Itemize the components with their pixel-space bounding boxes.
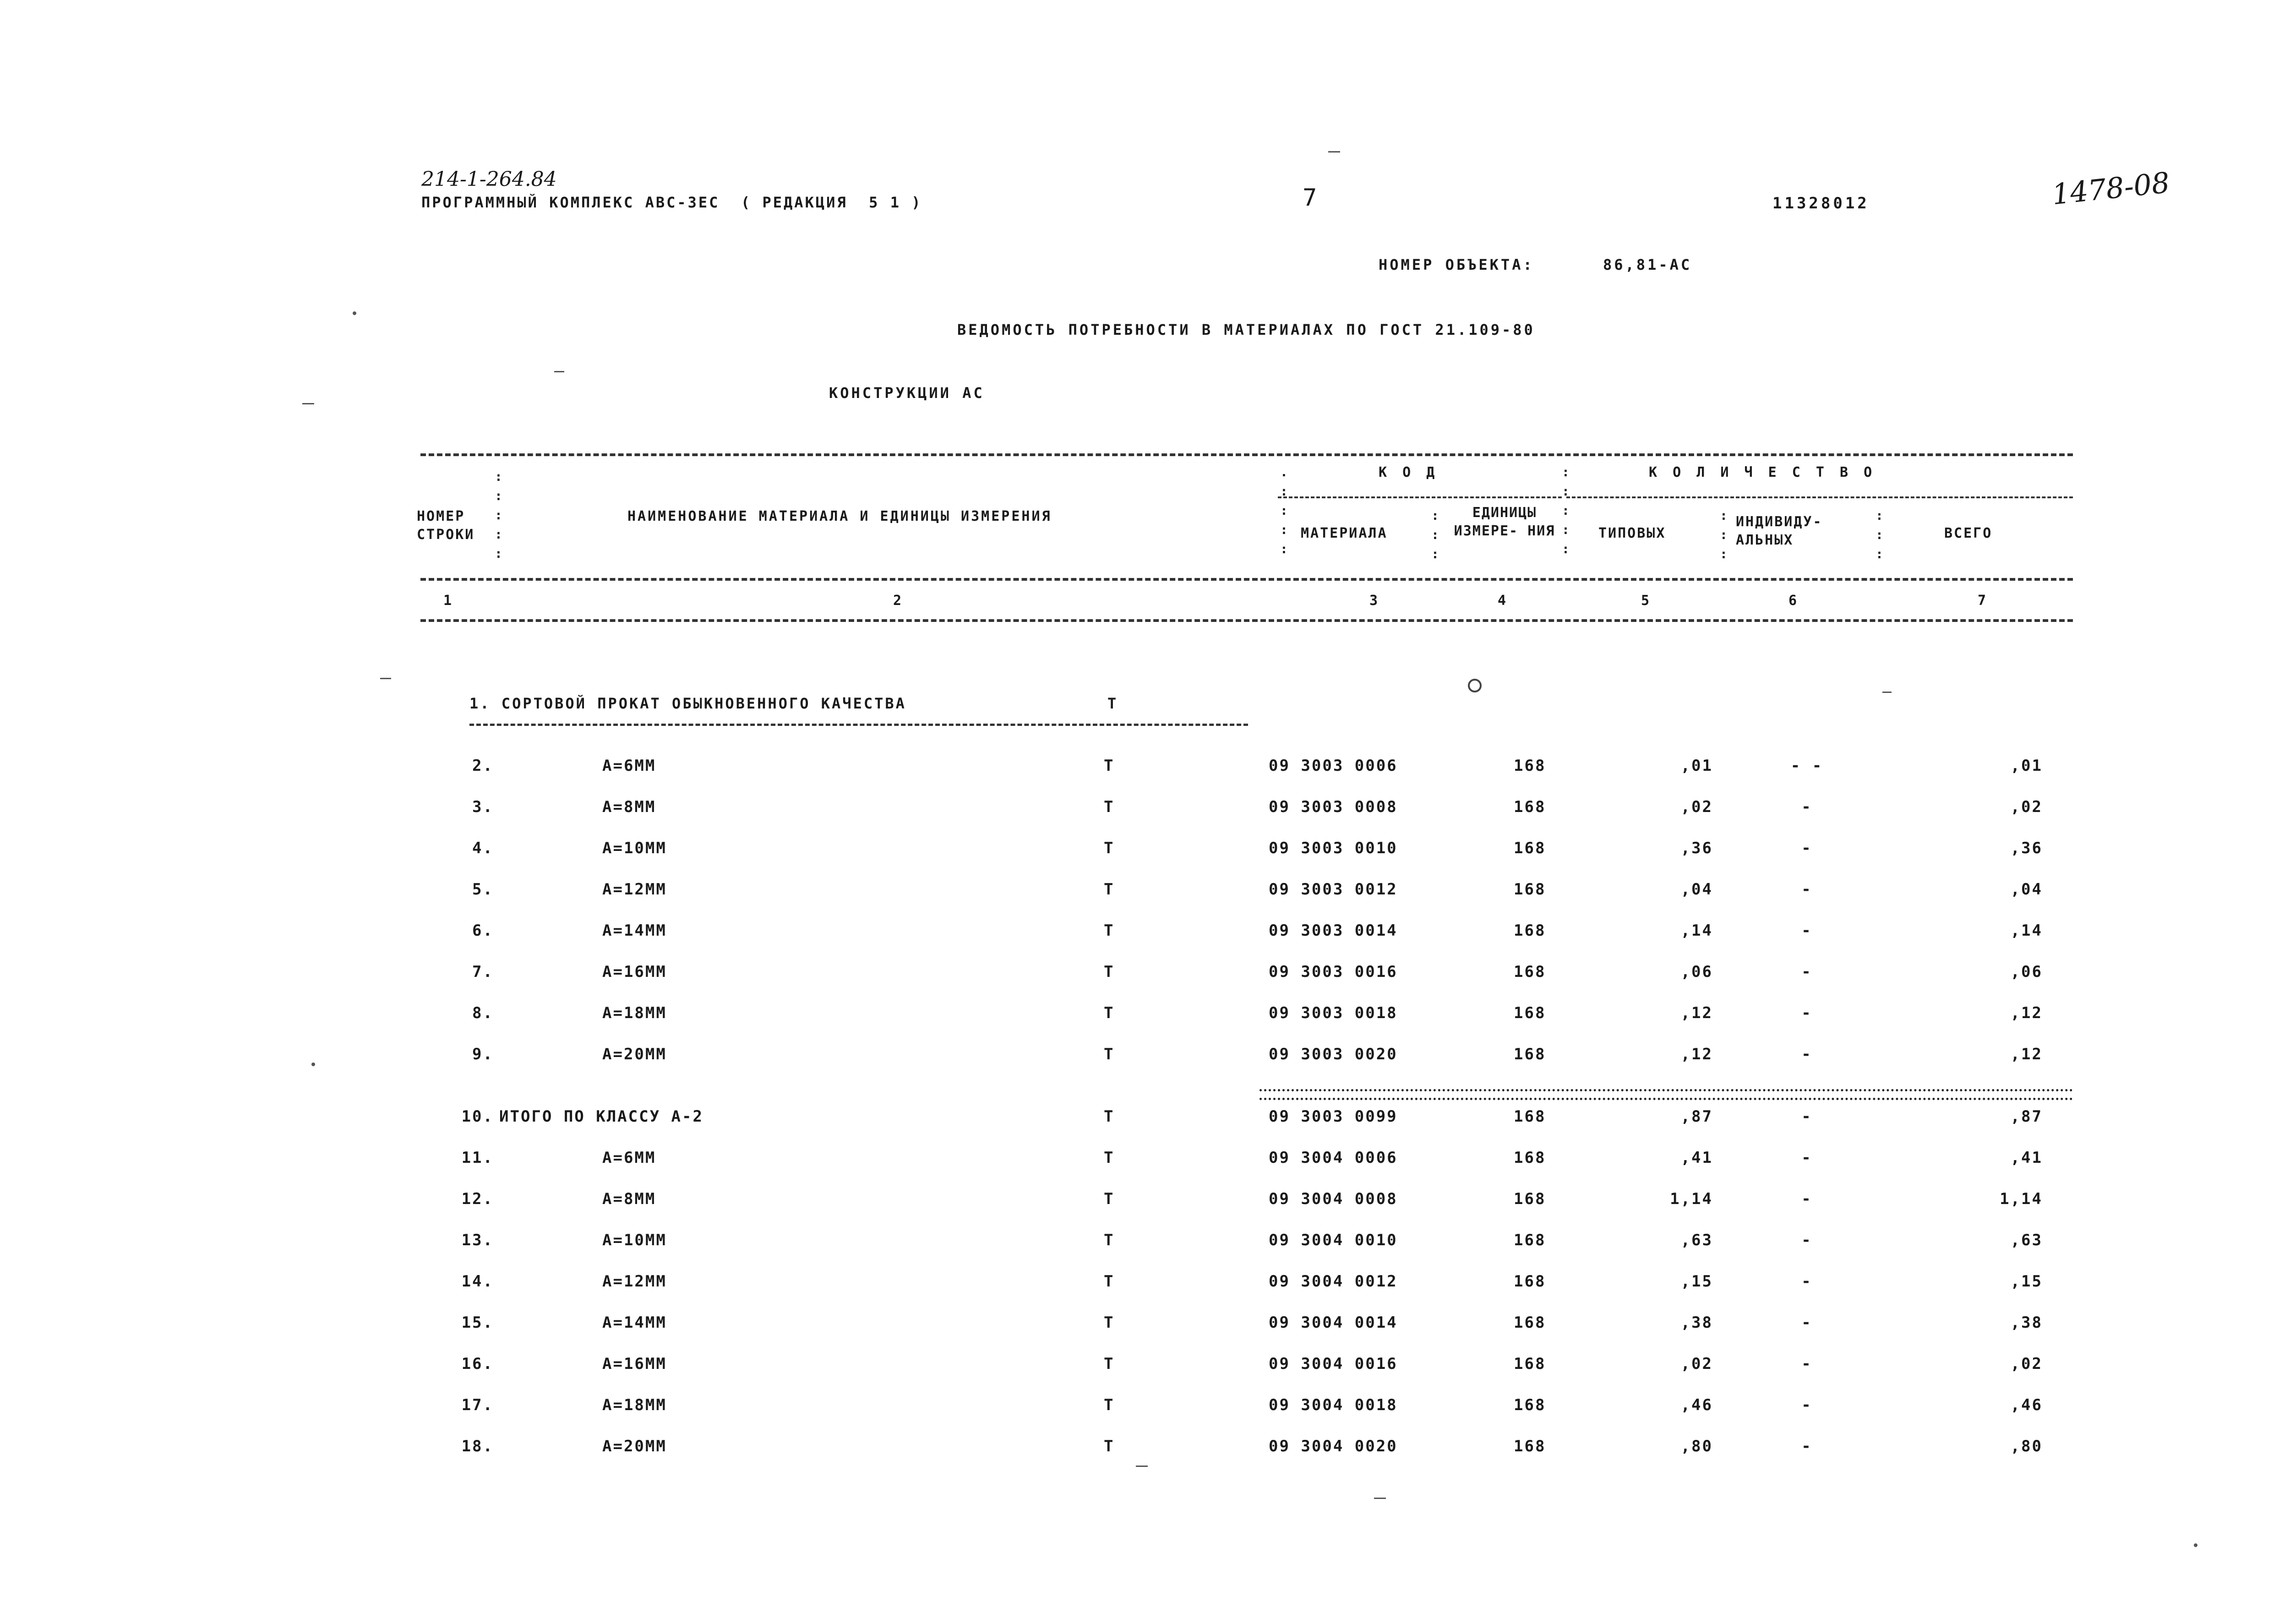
section-underline xyxy=(469,724,1248,726)
uom-code: 168 xyxy=(1514,1396,1546,1414)
qty-typical: ,01 xyxy=(1680,757,1713,775)
qty-typical: ,06 xyxy=(1680,963,1713,981)
qty-total: 1,14 xyxy=(2000,1190,2043,1208)
row-number: 5. xyxy=(472,880,494,899)
qty-typical: ,36 xyxy=(1680,839,1713,857)
qty-individual: - xyxy=(1801,1355,1812,1373)
col-header-quantity: К О Л И Ч Е С Т В О xyxy=(1649,464,1876,480)
unit: Т xyxy=(1104,798,1115,816)
material-name: А=16ММ xyxy=(602,963,667,981)
col-header-code-material: МАТЕРИАЛА xyxy=(1301,525,1388,541)
qty-total: ,06 xyxy=(2010,963,2043,981)
page-number: 7 xyxy=(1303,184,1319,212)
uom-code: 168 xyxy=(1514,880,1546,899)
unit: Т xyxy=(1104,1190,1115,1208)
uom-code: 168 xyxy=(1514,1149,1546,1167)
col-number-2: 2 xyxy=(893,593,903,609)
col-sep: : : : xyxy=(1720,508,1729,561)
unit: Т xyxy=(1104,1313,1115,1332)
unit: Т xyxy=(1104,880,1115,899)
row-number: 17. xyxy=(461,1396,494,1414)
row-number: 18. xyxy=(461,1437,494,1455)
qty-total: ,12 xyxy=(2010,1045,2043,1063)
qty-individual: - xyxy=(1801,839,1812,857)
qty-total: ,63 xyxy=(2010,1231,2043,1249)
col-header-code-uom: ЕДИНИЦЫ ИЗМЕРЕ- НИЯ xyxy=(1454,505,1555,539)
qty-typical: ,12 xyxy=(1680,1004,1713,1022)
object-value: 86,81-АС xyxy=(1603,256,1692,273)
scan-mark xyxy=(2194,1543,2197,1547)
uom-code: 168 xyxy=(1514,798,1546,816)
material-name: А=20ММ xyxy=(602,1437,667,1455)
qty-total: ,41 xyxy=(2010,1149,2043,1167)
unit: Т xyxy=(1104,1272,1115,1291)
qty-individual: - - xyxy=(1790,757,1823,775)
qty-individual: - xyxy=(1801,1313,1812,1332)
material-code: 09 3003 0012 xyxy=(1269,880,1398,899)
qty-total: ,15 xyxy=(2010,1272,2043,1291)
section-title: 1. СОРТОВОЙ ПРОКАТ ОБЫКНОВЕННОГО КАЧЕСТВА xyxy=(469,695,906,712)
material-code: 09 3004 0020 xyxy=(1269,1437,1398,1455)
col-header-total: ВСЕГО xyxy=(1944,525,1993,541)
row-number: 8. xyxy=(472,1004,494,1022)
col-sep: : : : xyxy=(1876,508,1885,561)
col-sep: : : : : : xyxy=(1562,464,1571,556)
col-number-1: 1 xyxy=(443,593,453,609)
row-number: 6. xyxy=(472,921,494,940)
qty-typical: ,38 xyxy=(1680,1313,1713,1332)
material-code: 09 3003 0006 xyxy=(1269,757,1398,775)
material-name: А=16ММ xyxy=(602,1355,667,1373)
row-number: 10. xyxy=(461,1107,494,1126)
uom-code: 168 xyxy=(1514,1355,1546,1373)
scan-mark xyxy=(554,371,564,372)
material-name: А=18ММ xyxy=(602,1004,667,1022)
col-sep: : : : xyxy=(1431,508,1440,561)
object-label: НОМЕР ОБЪЕКТА: xyxy=(1379,256,1534,273)
material-name: А=12ММ xyxy=(602,1272,667,1291)
unit: Т xyxy=(1104,1355,1115,1373)
material-code: 09 3003 0010 xyxy=(1269,839,1398,857)
qty-subrule xyxy=(1566,496,2073,498)
qty-typical: ,63 xyxy=(1680,1231,1713,1249)
material-name: А=10ММ xyxy=(602,839,667,857)
material-code: 09 3003 0099 xyxy=(1269,1107,1398,1126)
row-number: 9. xyxy=(472,1045,494,1063)
uom-code: 168 xyxy=(1514,1272,1546,1291)
material-code: 09 3004 0006 xyxy=(1269,1149,1398,1167)
unit: Т xyxy=(1104,1231,1115,1249)
qty-individual: - xyxy=(1801,798,1812,816)
material-name: А=14ММ xyxy=(602,1313,667,1332)
material-code: 09 3004 0008 xyxy=(1269,1190,1398,1208)
uom-code: 168 xyxy=(1514,757,1546,775)
qty-individual: - xyxy=(1801,1396,1812,1414)
material-code: 09 3003 0020 xyxy=(1269,1045,1398,1063)
uom-code: 168 xyxy=(1514,839,1546,857)
qty-individual: - xyxy=(1801,1107,1812,1126)
material-code: 09 3004 0012 xyxy=(1269,1272,1398,1291)
material-name: А=12ММ xyxy=(602,880,667,899)
unit: Т xyxy=(1104,1004,1115,1022)
uom-code: 168 xyxy=(1514,1190,1546,1208)
qty-total: ,02 xyxy=(2010,1355,2043,1373)
material-code: 09 3003 0014 xyxy=(1269,921,1398,940)
code-subrule xyxy=(1278,496,1562,498)
unit: Т xyxy=(1104,963,1115,981)
scan-mark xyxy=(1882,692,1892,693)
col-header-code: К О Д xyxy=(1379,464,1439,480)
qty-typical: ,02 xyxy=(1680,1355,1713,1373)
qty-total: ,12 xyxy=(2010,1004,2043,1022)
qty-typical: ,41 xyxy=(1680,1149,1713,1167)
material-name: А=8ММ xyxy=(602,1190,656,1208)
unit: Т xyxy=(1104,839,1115,857)
col-number-5: 5 xyxy=(1641,593,1651,609)
row-number: 11. xyxy=(461,1149,494,1167)
qty-individual: - xyxy=(1801,1004,1812,1022)
row-number: 3. xyxy=(472,798,494,816)
unit: Т xyxy=(1104,921,1115,940)
scan-mark xyxy=(1374,1498,1386,1499)
col-number-4: 4 xyxy=(1498,593,1508,609)
uom-code: 168 xyxy=(1514,1313,1546,1332)
qty-total: ,87 xyxy=(2010,1107,2043,1126)
col-header-name: НАИМЕНОВАНИЕ МАТЕРИАЛА И ЕДИНИЦЫ ИЗМЕРЕНИЯ xyxy=(627,508,1052,524)
material-name: А=10ММ xyxy=(602,1231,667,1249)
material-name: А=18ММ xyxy=(602,1396,667,1414)
material-name: А=6ММ xyxy=(602,1149,656,1167)
unit: Т xyxy=(1104,1045,1115,1063)
scan-mark xyxy=(311,1063,315,1066)
col-header-individual: ИНДИВИДУ- АЛЬНЫХ xyxy=(1736,514,1823,548)
unit: Т xyxy=(1104,1437,1115,1455)
total-separator xyxy=(1260,1089,2073,1100)
scan-mark xyxy=(353,311,356,315)
qty-individual: - xyxy=(1801,921,1812,940)
uom-code: 168 xyxy=(1514,1437,1546,1455)
qty-individual: - xyxy=(1801,1437,1812,1455)
col-number-3: 3 xyxy=(1369,593,1379,609)
qty-total: ,01 xyxy=(2010,757,2043,775)
row-number: 12. xyxy=(461,1190,494,1208)
qty-typical: ,14 xyxy=(1680,921,1713,940)
uom-code: 168 xyxy=(1514,963,1546,981)
material-code: 09 3003 0018 xyxy=(1269,1004,1398,1022)
material-code: 09 3004 0018 xyxy=(1269,1396,1398,1414)
qty-individual: - xyxy=(1801,1190,1812,1208)
col-sep: : : : : : xyxy=(495,469,504,561)
scan-mark xyxy=(302,403,314,404)
qty-typical: ,04 xyxy=(1680,880,1713,899)
scan-mark xyxy=(1468,679,1482,692)
qty-individual: - xyxy=(1801,963,1812,981)
qty-total: ,38 xyxy=(2010,1313,2043,1332)
qty-typical: ,87 xyxy=(1680,1107,1713,1126)
row-number: 16. xyxy=(461,1355,494,1373)
col-sep: . : : : : xyxy=(1280,464,1289,556)
page-subtitle: КОНСТРУКЦИИ АС xyxy=(829,384,985,402)
handwritten-stamp: 1478-08 xyxy=(2050,165,2171,212)
col-header-typical: ТИПОВЫХ xyxy=(1598,525,1666,541)
col-number-7: 7 xyxy=(1978,593,1988,609)
page-title: ВЕДОМОСТЬ ПОТРЕБНОСТИ В МАТЕРИАЛАХ ПО ГОСТ 21.109-80 xyxy=(957,321,1535,338)
qty-total: ,02 xyxy=(2010,798,2043,816)
unit: Т xyxy=(1104,1107,1115,1126)
uom-code: 168 xyxy=(1514,1231,1546,1249)
row-number: 14. xyxy=(461,1272,494,1291)
document-code: 11328012 xyxy=(1772,194,1870,213)
qty-total: ,46 xyxy=(2010,1396,2043,1414)
unit: Т xyxy=(1104,757,1115,775)
qty-typical: ,02 xyxy=(1680,798,1713,816)
qty-individual: - xyxy=(1801,880,1812,899)
material-name: А=6ММ xyxy=(602,757,656,775)
qty-typical: 1,14 xyxy=(1670,1190,1713,1208)
unit: Т xyxy=(1104,1396,1115,1414)
program-name: ПРОГРАММНЫЙ КОМПЛЕКС АВС-3ЕС ( РЕДАКЦИЯ 5 1 ) xyxy=(421,194,922,211)
section-unit: Т xyxy=(1107,695,1118,712)
scan-mark xyxy=(380,678,391,679)
material-name: А=20ММ xyxy=(602,1045,667,1063)
qty-typical: ,46 xyxy=(1680,1396,1713,1414)
uom-code: 168 xyxy=(1514,921,1546,940)
qty-individual: - xyxy=(1801,1272,1812,1291)
scan-mark xyxy=(1328,151,1340,153)
qty-total: ,14 xyxy=(2010,921,2043,940)
material-code: 09 3004 0010 xyxy=(1269,1231,1398,1249)
qty-typical: ,15 xyxy=(1680,1272,1713,1291)
material-name: А=14ММ xyxy=(602,921,667,940)
col-header-row-number: НОМЕР СТРОКИ xyxy=(417,508,475,543)
row-number: 13. xyxy=(461,1231,494,1249)
qty-individual: - xyxy=(1801,1045,1812,1063)
document-number: 214-1-264.84 xyxy=(421,168,557,191)
material-code: 09 3004 0014 xyxy=(1269,1313,1398,1332)
unit: Т xyxy=(1104,1149,1115,1167)
material-code: 09 3004 0016 xyxy=(1269,1355,1398,1373)
col-number-6: 6 xyxy=(1788,593,1799,609)
uom-code: 168 xyxy=(1514,1004,1546,1022)
uom-code: 168 xyxy=(1514,1045,1546,1063)
header-rule-bottom xyxy=(420,619,2073,622)
material-code: 09 3003 0008 xyxy=(1269,798,1398,816)
row-number: 2. xyxy=(472,757,494,775)
row-number: 15. xyxy=(461,1313,494,1332)
material-code: 09 3003 0016 xyxy=(1269,963,1398,981)
header-rule-mid xyxy=(420,578,2073,581)
qty-typical: ,12 xyxy=(1680,1045,1713,1063)
qty-individual: - xyxy=(1801,1231,1812,1249)
header-rule-top xyxy=(420,453,2073,456)
material-name: А=8ММ xyxy=(602,798,656,816)
qty-total: ,80 xyxy=(2010,1437,2043,1455)
uom-code: 168 xyxy=(1514,1107,1546,1126)
qty-total: ,36 xyxy=(2010,839,2043,857)
qty-typical: ,80 xyxy=(1680,1437,1713,1455)
material-name: ИТОГО ПО КЛАССУ А-2 xyxy=(499,1107,703,1126)
qty-individual: - xyxy=(1801,1149,1812,1167)
qty-total: ,04 xyxy=(2010,880,2043,899)
row-number: 7. xyxy=(472,963,494,981)
row-number: 4. xyxy=(472,839,494,857)
scan-mark xyxy=(1136,1466,1148,1467)
